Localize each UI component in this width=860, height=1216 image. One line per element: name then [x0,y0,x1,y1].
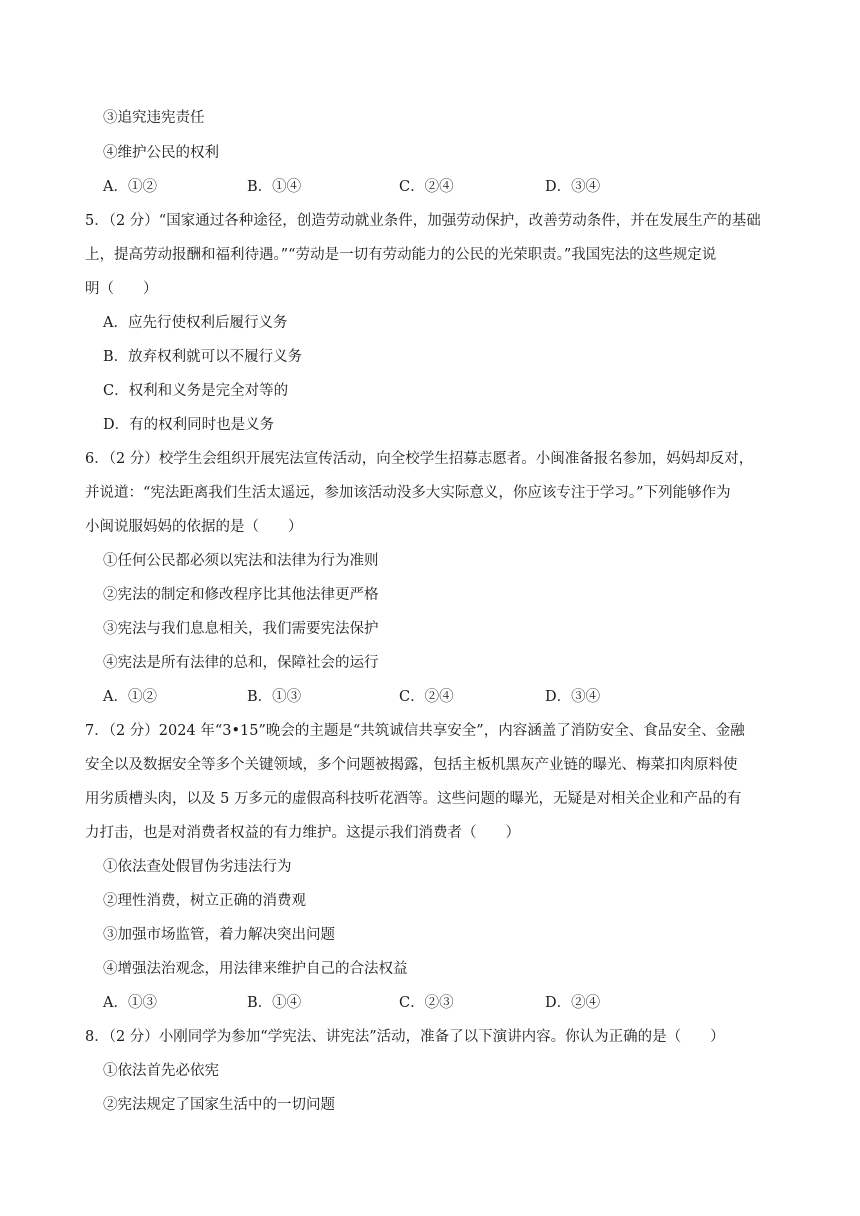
q4-option-b: B．①④ [247,179,302,195]
q5-option-b: B．放弃权利就可以不履行义务 [103,349,303,365]
q8-item-2: ②宪法规定了国家生活中的一切问题 [103,1097,335,1113]
q6-option-c: C．②④ [399,689,454,705]
q7-item-4: ④增强法治观念，用法律来维护自己的合法权益 [103,961,408,977]
q5-stem-line-2: 上，提高劳动报酬和福利待遇。”“劳动是一切有劳动能力的公民的光荣职责。”我国宪法的这些规定说 [85,247,717,263]
q7-option-d: D．②④ [545,995,601,1011]
q7-stem-line-3: 用劣质槽头肉，以及 5 万多元的虚假高科技听花酒等。这些问题的曝光，无疑是对相关企业和产品的有 [85,791,742,807]
q7-stem-line-4: 力打击，也是对消费者权益的有力维护。这提示我们消费者（ ） [85,825,520,841]
q5-option-d: D．有的权利同时也是义务 [103,417,275,433]
q7-stem-line-2: 安全以及数据安全等多个关键领域，多个问题被揭露，包括主板机黑灰产业链的曝光、梅菜扣肉原料使 [85,757,738,773]
q6-item-3: ③宪法与我们息息相关，我们需要宪法保护 [103,621,379,637]
q6-stem-line-1: 6．（2 分）校学生会组织开展宪法宣传活动，向全校学生招募志愿者。小闽准备报名参加，妈妈却反对， [85,451,754,467]
q6-item-1: ①任何公民都必须以宪法和法律为行为准则 [103,553,379,569]
q4-item-3: ③追究违宪责任 [103,110,205,126]
q7-stem-line-1: 7．（2 分）2024 年“3•15”晚会的主题是“共筑诚信共享安全”，内容涵盖了消防安全、食品安全、金融 [85,723,745,739]
q7-item-3: ③加强市场监管，着力解决突出问题 [103,927,335,943]
q6-item-4: ④宪法是所有法律的总和，保障社会的运行 [103,655,379,671]
q7-option-c: C．②③ [399,995,454,1011]
q4-option-d: D．③④ [545,179,601,195]
q4-option-a: A．①② [103,179,157,195]
q6-item-2: ②宪法的制定和修改程序比其他法律更严格 [103,587,379,603]
q7-option-b: B．①④ [247,995,302,1011]
q7-option-a: A．①③ [103,995,157,1011]
q6-stem-line-2: 并说道：“宪法距离我们生活太遥远，参加该活动没多大实际意义，你应该专注于学习。”下列能够作为 [85,485,731,501]
q5-option-c: C．权利和义务是完全对等的 [103,383,289,399]
q8-stem-line-1: 8．（2 分）小刚同学为参加“学宪法、讲宪法”活动，准备了以下演讲内容。你认为正确的是（ ） [85,1029,725,1045]
q4-item-4: ④维护公民的权利 [103,145,219,161]
q5-option-a: A．应先行使权利后履行义务 [103,315,288,331]
q6-stem-line-3: 小闽说服妈妈的依据的是（ ） [85,519,303,535]
q8-item-1: ①依法首先必依宪 [103,1063,219,1079]
q6-option-d: D．③④ [545,689,601,705]
q7-item-1: ①依法查处假冒伪劣违法行为 [103,859,292,875]
q5-stem-line-1: 5．（2 分）“国家通过各种途径，创造劳动就业条件，加强劳动保护，改善劳动条件，并在发展生产的基础 [85,213,761,229]
q5-stem-line-3: 明（ ） [85,281,158,297]
q6-option-b: B．①③ [247,689,302,705]
q6-option-a: A．①② [103,689,157,705]
q4-option-c: C．②④ [399,179,454,195]
q7-item-2: ②理性消费，树立正确的消费观 [103,893,306,909]
